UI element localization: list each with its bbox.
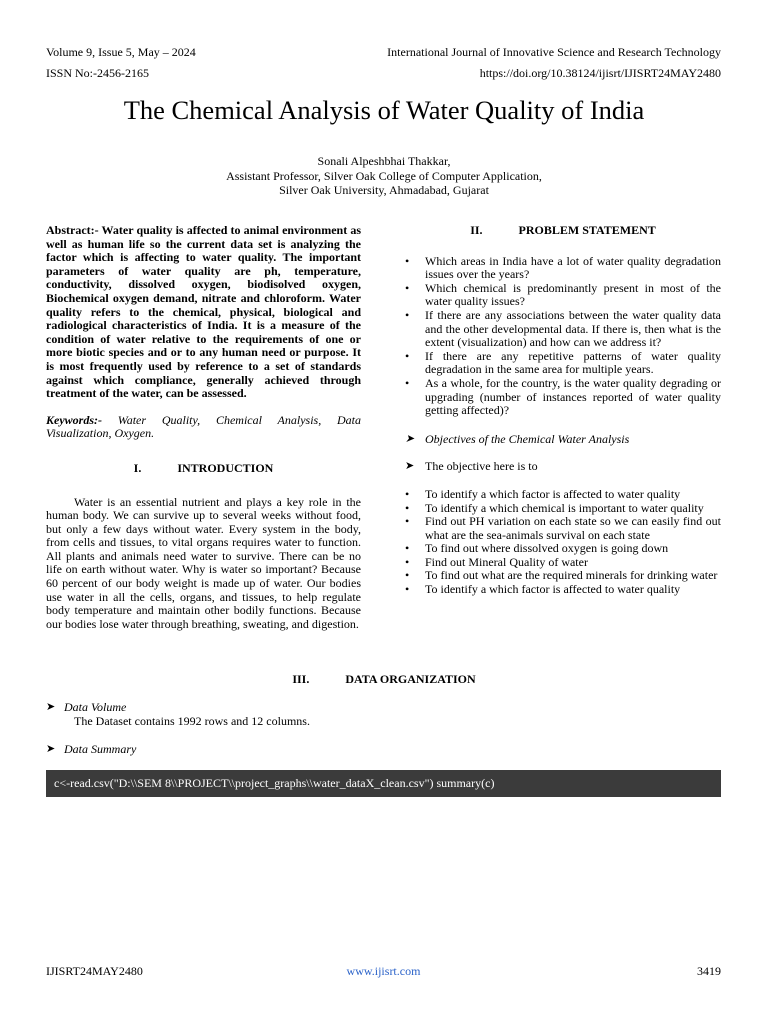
objectives-intro-text: The objective here is to	[425, 459, 538, 474]
list-item: • Which chemical is predominantly present in most of the water quality issues?	[405, 282, 721, 309]
author-position: Assistant Professor, Silver Oak College of Computer Application,	[226, 168, 542, 183]
list-item: • To identify a which factor is affected to water quality	[405, 488, 721, 502]
data-summary-heading	[46, 742, 136, 756]
section-title: INTRODUCTION	[177, 460, 274, 475]
arrow-bullet-icon: ➤	[405, 460, 415, 473]
data-summary-label: Data Summary	[64, 742, 137, 756]
right-column	[405, 224, 721, 597]
journal-name: International Journal of Innovative Science and Research Technology	[387, 45, 721, 59]
code-block: c<-read.csv("D:\\SEM 8\\PROJECT\\project_graphs\\water_dataX_clean.csv") summary(c)	[46, 770, 721, 797]
left-column	[46, 224, 361, 631]
data-volume-text: The Dataset contains 1992 rows and 12 columns.	[74, 714, 310, 728]
problem-questions-list	[405, 255, 721, 418]
list-item: • Which areas in India have a lot of water quality degradation issues over the years?	[405, 255, 721, 282]
objectives-heading	[405, 433, 721, 447]
list-item: • To find out where dissolved oxygen is going down	[405, 542, 721, 556]
list-item: • As a whole, for the country, is the water quality degrading or upgrading (number of instances reported of water quality getting affected)?	[405, 377, 721, 418]
abstract: Abstract:- Water quality is affected to animal environment as well as human life so the current data set is analyzing the factor which is affecting to water quality. The important parameters of water quality are ph, temperature, conductivity, dissolved oxygen, biodisolved oxygen, Biochemical oxygen demand, nitrate and chloroform. Water quality refers to the chemical, physical, biological and radiological characteristics of India. It is a measure of the condition of water relative to the requirements of one or more biotic species and or to any human need or purpose. It is most frequently used by reference to a set of standards against which compliance, generally achieved through treatment of the water, can be assessed.	[46, 223, 361, 401]
section-heading-data-organization	[0, 672, 768, 686]
section-heading-problem-statement	[405, 224, 721, 238]
section-title: DATA ORGANIZATION	[345, 672, 476, 686]
list-item: • Find out PH variation on each state so we can easily find out what are the sea-animals survival on each state	[405, 515, 721, 542]
section-number: III.	[292, 672, 310, 686]
footer-website-link[interactable]: www.ijisrt.com	[346, 964, 421, 978]
keywords-text: Water Quality, Chemical Analysis, Data Visualization, Oxygen.	[46, 412, 361, 441]
volume-info: Volume 9, Issue 5, May – 2024	[46, 45, 196, 59]
footer-paper-id: IJISRT24MAY2480	[46, 964, 143, 978]
page-number: 3419	[697, 964, 721, 978]
list-item: • To identify a which factor is affected to water quality	[405, 583, 721, 597]
objectives-intro	[405, 460, 721, 474]
list-item: • If there are any associations between the water quality data and the other developmental data. If there is, then what is the extent (visualization) and how can we address it?	[405, 309, 721, 350]
introduction-paragraph: Water is an essential nutrient and plays a key role in the human body. We can survive up to several weeks without food, but only a few days without water. Every system in the body, from cells and tissues, to vital organs requires water to function. All plants and animals need water to survive. There can be no life on earth without water. Why is water so important? Because 60 percent of our body weight is made up of water. Our bodies use water in all the cells, organs, and tissues, to help regulate body temperature and maintain other bodily functions. Because our bodies lose water through breathing, sweating, and digestion.	[46, 494, 361, 631]
list-item: • Find out Mineral Quality of water	[405, 556, 721, 570]
doi-link[interactable]: https://doi.org/10.38124/ijisrt/IJISRT24MAY2480	[479, 66, 721, 80]
section-heading-introduction	[46, 462, 361, 476]
keywords-label: Keywords:-	[46, 412, 102, 427]
section-data-organization	[0, 672, 768, 686]
data-volume-heading	[46, 700, 126, 714]
arrow-bullet-icon: ➤	[405, 432, 415, 445]
data-volume-label: Data Volume	[64, 700, 127, 714]
author-university: Silver Oak University, Ahmadabad, Gujarat	[279, 183, 489, 197]
section-title: PROBLEM STATEMENT	[518, 223, 656, 237]
arrow-bullet-icon: ➤	[46, 743, 56, 755]
list-item: • To identify a which chemical is important to water quality	[405, 502, 721, 516]
section-number: I.	[133, 460, 142, 475]
paper-title: The Chemical Analysis of Water Quality of India	[123, 95, 645, 125]
objectives-list	[405, 488, 721, 597]
list-item: • To find out what are the required minerals for drinking water	[405, 569, 721, 583]
keywords	[46, 414, 361, 441]
issn: ISSN No:-2456-2165	[46, 66, 150, 80]
section-number: II.	[470, 223, 483, 237]
author-block	[0, 154, 768, 198]
author-name: Sonali Alpeshbhai Thakkar,	[317, 154, 451, 168]
arrow-bullet-icon: ➤	[46, 701, 56, 713]
list-item: • If there are any repetitive patterns of water quality degradation in the same area for multiple years.	[405, 350, 721, 377]
objectives-title: Objectives of the Chemical Water Analysis	[425, 431, 630, 446]
